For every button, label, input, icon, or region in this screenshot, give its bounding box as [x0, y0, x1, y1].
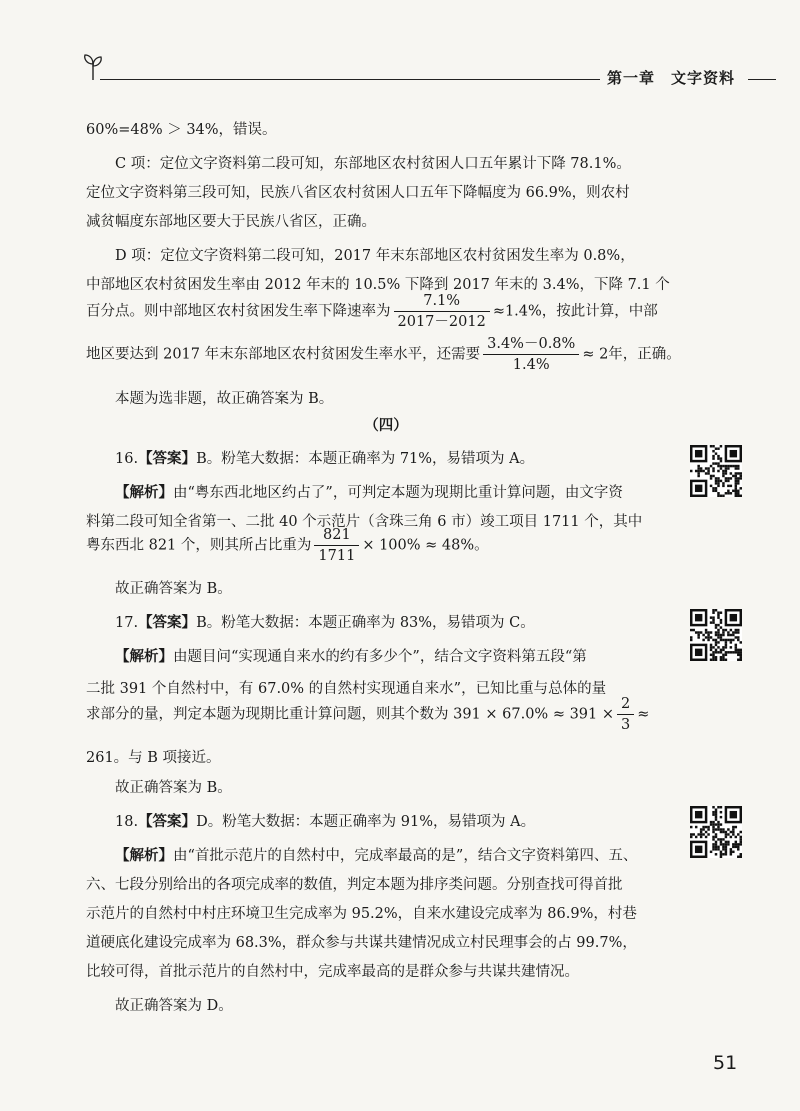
- text-segment: 百分点。则中部地区农村贫困发生率下降速率为: [86, 303, 391, 320]
- formula-line: [86, 335, 681, 374]
- text-line: 比较可得，首批示范片的自然村中，完成率最高的是群众参与共谋共建情况。: [86, 964, 579, 980]
- text-line: 六、七段分别给出的各项完成率的数值，判定本题为排序类问题。分别查找可得首批: [86, 877, 623, 893]
- qr-code-icon[interactable]: [690, 445, 742, 497]
- chapter-title: 第一章 文字资料: [607, 69, 736, 87]
- text-line: 二批 391 个自然村中，有 67.0% 的自然村实现通自来水”，已知比重与总体的量: [86, 681, 607, 697]
- text-line: 定位文字资料第三段可知，民族八省区农村贫困人口五年下降幅度为 66.9%，则农村: [86, 185, 630, 201]
- text-line: 减贫幅度东部地区要大于民族八省区，正确。: [86, 214, 376, 230]
- formula-line: [86, 292, 658, 331]
- fraction-denominator: 3: [621, 717, 631, 733]
- qr-code-icon[interactable]: [690, 609, 742, 661]
- text-line: 料第二段可知全省第一、二批 40 个示范片（含珠三角 6 市）竣工项目 1711 个，其中: [86, 514, 643, 530]
- analysis-tag: 【解析】: [115, 649, 173, 665]
- analysis-line: [86, 645, 587, 666]
- text-segment: 地区要达到 2017 年末东部地区农村贫困发生率水平，还需要: [86, 346, 481, 363]
- text-segment: ≈: [637, 706, 650, 723]
- text-line: 中部地区农村贫困发生率由 2012 年末的 10.5% 下降到 2017 年末的 3.4%，下降 7.1 个: [86, 277, 670, 293]
- answer-line: [86, 447, 534, 468]
- question-number: 17.: [115, 615, 139, 631]
- conclusion-line: 故正确答案为 D。: [115, 998, 233, 1014]
- text-segment: 由“首批示范片的自然村中，完成率最高的是”，结合文字资料第四、五、: [173, 848, 638, 864]
- text-line: 道硬底化建设完成率为 68.3%，群众参与共谋共建情况成立村民理事会的占 99.7%，: [86, 935, 637, 951]
- text-segment: 求部分的量，判定本题为现期比重计算问题，则其个数为 391 × 67.0% ≈ 391 ×: [86, 706, 615, 723]
- fraction-numerator: 821: [314, 526, 359, 546]
- fraction-denominator: 1711: [318, 548, 356, 564]
- text-line: C 项：定位文字资料第二段可知，东部地区农村贫困人口五年累计下降 78.1%。: [115, 156, 631, 172]
- answer-text: B。粉笔大数据：本题正确率为 71%，易错项为 A。: [196, 451, 535, 467]
- answer-tag: 【答案】: [138, 814, 197, 830]
- text-segment: 粤东西北 821 个，则其所占比重为: [86, 537, 312, 554]
- text-line: 示范片的自然村中村庄环境卫生完成率为 95.2%，自来水建设完成率为 86.9%，村巷: [86, 906, 637, 922]
- conclusion-line: 故正确答案为 B。: [115, 581, 232, 597]
- fraction: [394, 292, 490, 331]
- answer-text: B。粉笔大数据：本题正确率为 83%，易错项为 C。: [196, 615, 535, 631]
- analysis-line: [86, 481, 623, 502]
- fraction-numerator: 3.4%－0.8%: [483, 335, 579, 355]
- text-line: 60%=48% ＞ 34%，错误。: [86, 122, 277, 138]
- fraction-denominator: 1.4%: [512, 357, 550, 373]
- fraction-numerator: 2: [617, 695, 634, 715]
- answer-text: D。粉笔大数据：本题正确率为 91%，易错项为 A。: [196, 814, 536, 830]
- formula-line: [86, 695, 649, 734]
- page-header: [0, 0, 800, 90]
- qr-code-icon[interactable]: [690, 806, 742, 858]
- formula-line: [86, 526, 489, 565]
- conclusion-line: 本题为选非题，故正确答案为 B。: [115, 391, 334, 407]
- page-number: 51: [713, 1052, 738, 1074]
- text-segment: 由题目问“实现通自来水的约有多少个”，结合文字资料第五段“第: [173, 649, 587, 665]
- analysis-tag: 【解析】: [115, 485, 173, 501]
- answer-line: [86, 810, 535, 831]
- answer-tag: 【答案】: [138, 615, 197, 631]
- text-segment: × 100% ≈ 48%。: [362, 537, 489, 554]
- text-line: 261。与 B 项接近。: [86, 750, 221, 766]
- analysis-line: [86, 844, 637, 865]
- analysis-tag: 【解析】: [115, 848, 173, 864]
- section-title: （四）: [364, 417, 408, 434]
- fraction: [314, 526, 359, 565]
- question-number: 18.: [115, 814, 139, 830]
- fraction: [617, 695, 634, 734]
- header-rule: [100, 79, 600, 80]
- header-rule-right: [748, 79, 776, 80]
- fraction-denominator: 2017－2012: [397, 314, 486, 330]
- fraction-numerator: 7.1%: [394, 292, 490, 312]
- text-segment: ≈1.4%，按此计算，中部: [492, 303, 658, 320]
- conclusion-line: 故正确答案为 B。: [115, 780, 232, 796]
- question-number: 16.: [115, 451, 139, 467]
- fraction: [483, 335, 579, 374]
- text-segment: 由“粤东西北地区约占了”，可判定本题为现期比重计算问题，由文字资: [173, 485, 623, 501]
- text-segment: ≈ 2年，正确。: [582, 346, 681, 363]
- text-line: D 项：定位文字资料第二段可知，2017 年末东部地区农村贫困发生率为 0.8%，: [115, 248, 635, 264]
- sprout-icon: [82, 52, 104, 82]
- answer-line: [86, 611, 535, 632]
- answer-tag: 【答案】: [138, 451, 197, 467]
